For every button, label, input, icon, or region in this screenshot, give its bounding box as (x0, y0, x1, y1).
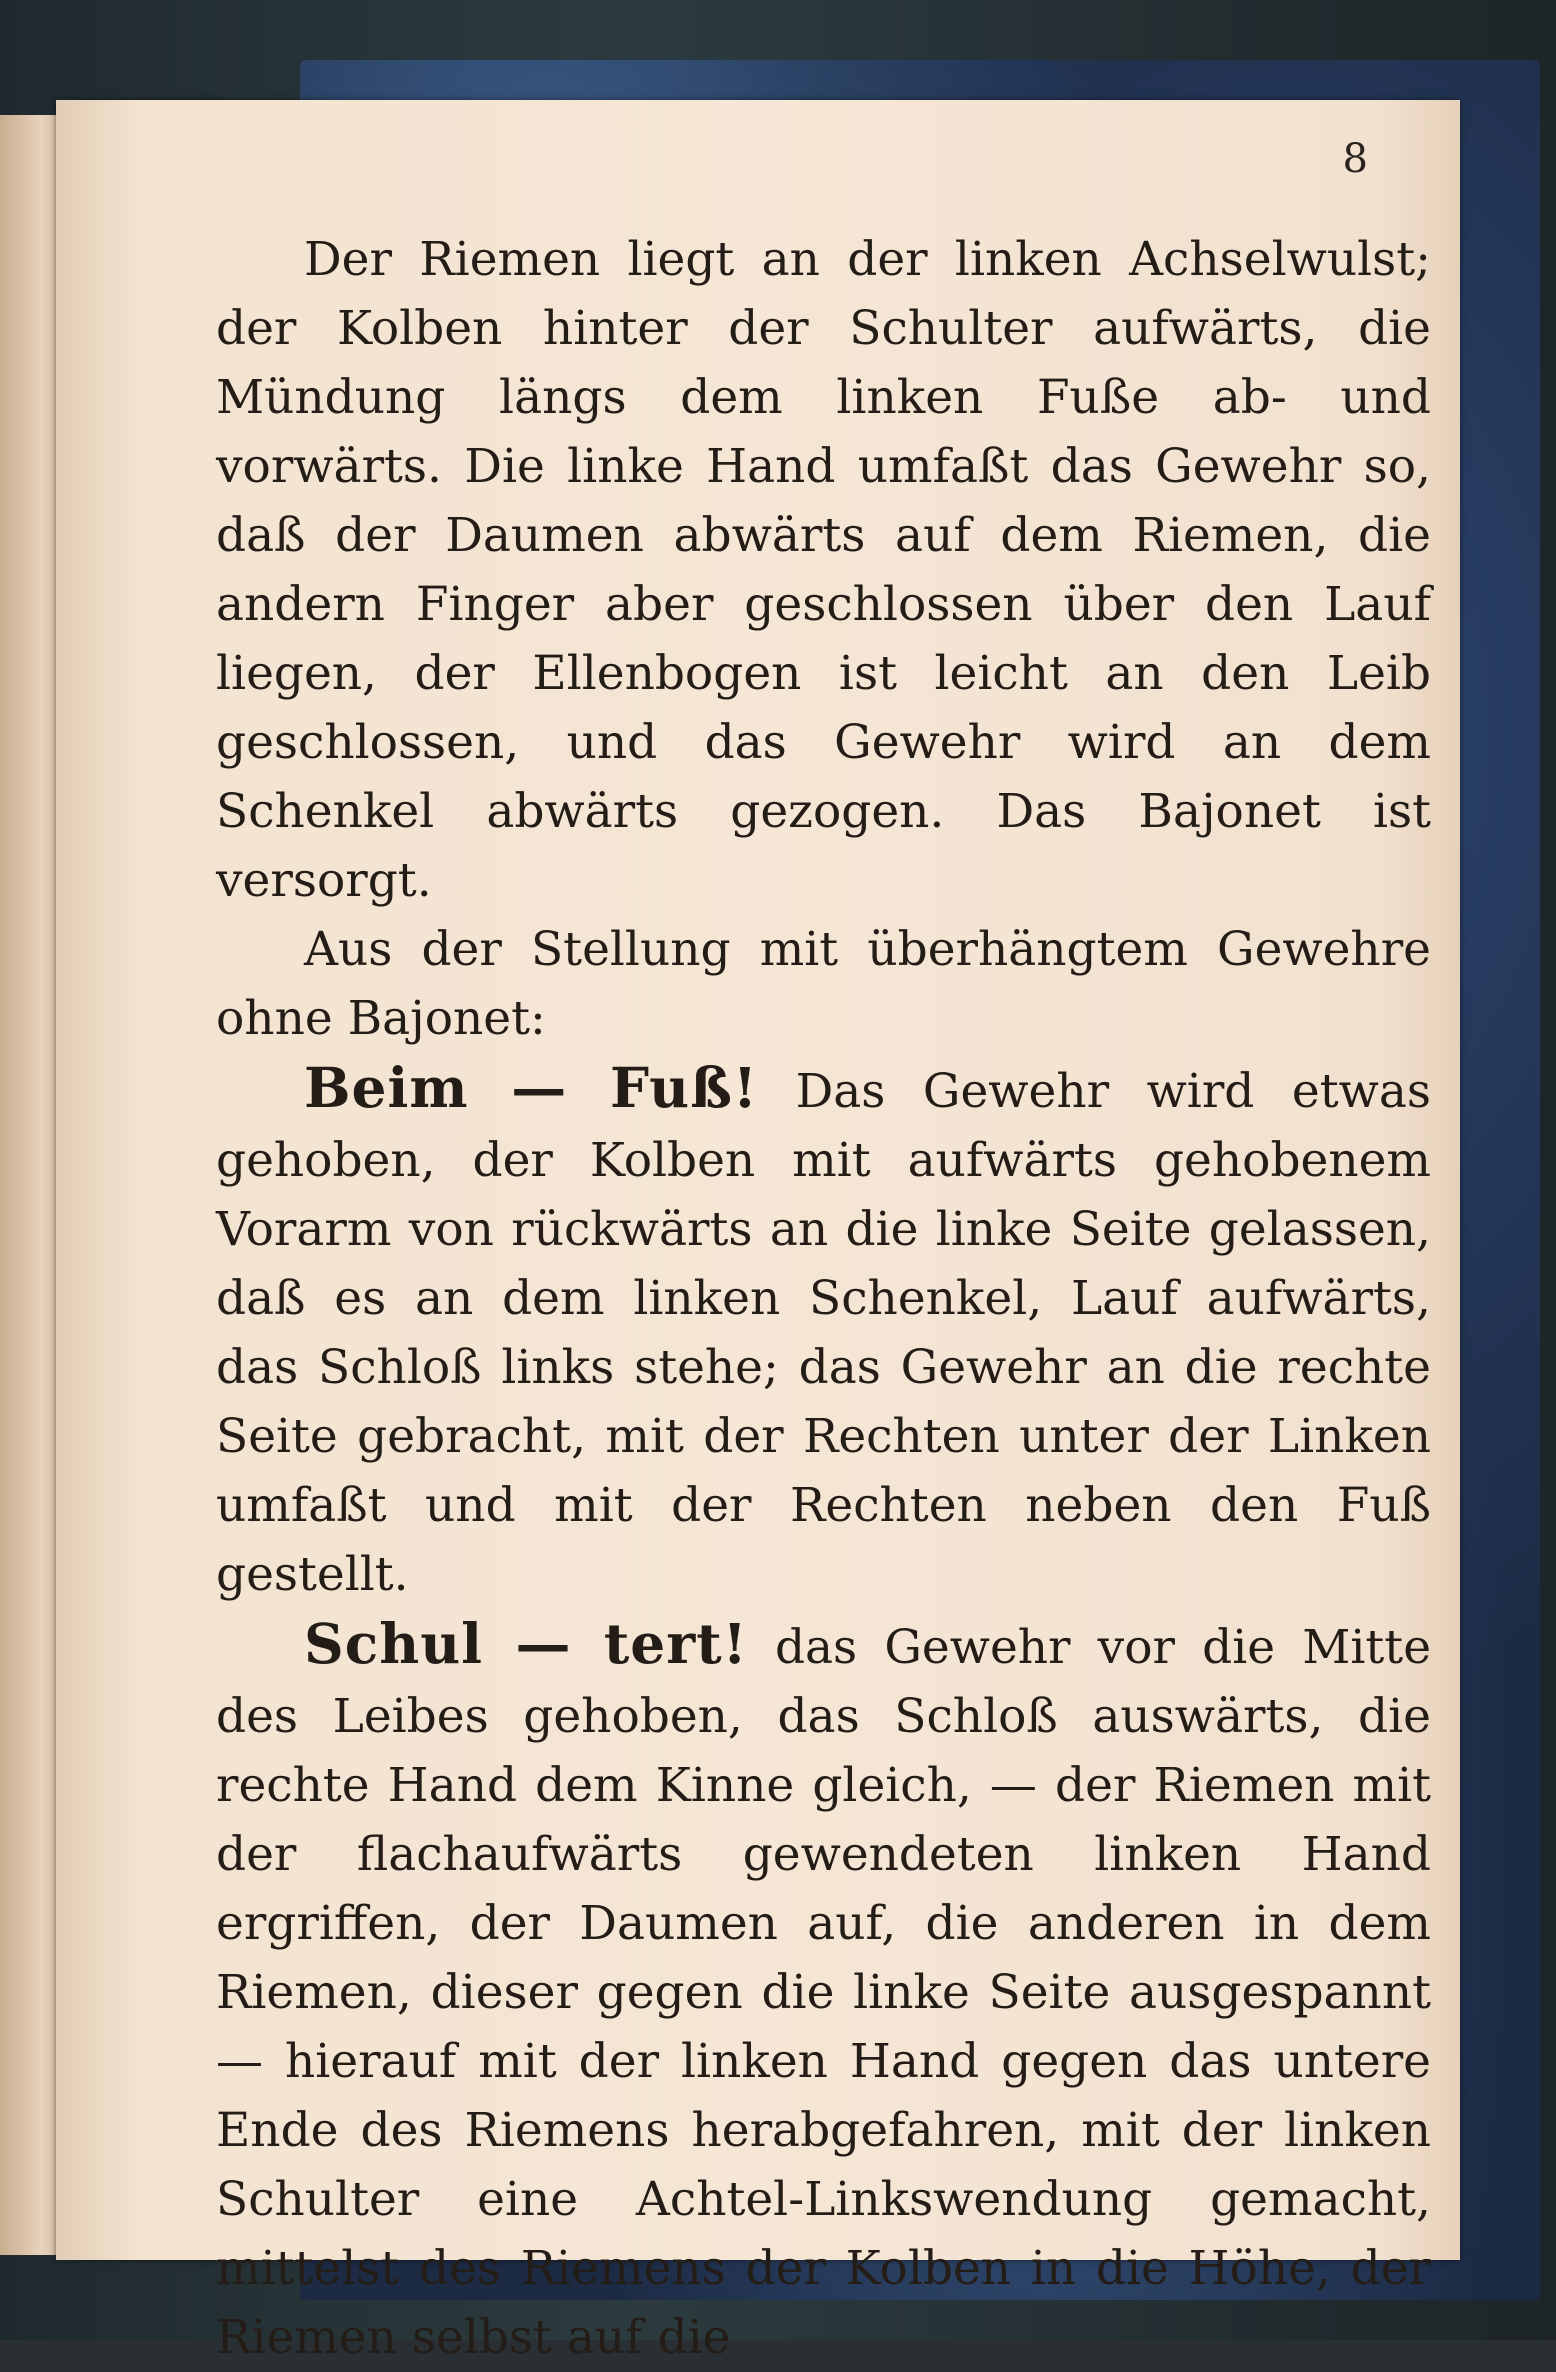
command-beim-fuss (216, 1053, 1431, 1609)
left-page-edge (0, 115, 60, 2255)
book-page (56, 100, 1460, 2365)
command-schultert (216, 1609, 1431, 2372)
command-label: Beim — Fuß! (304, 1055, 759, 1120)
paragraph-stellung: Aus der Stellung mit überhängtem Gewehre ohne Bajonet: (216, 922, 1431, 1046)
command-text: das Gewehr vor die Mitte des Leibes gehoben, das Schloß auswärts, die rechte Hand dem Kinne gleich, — der Riemen mit der flachaufwärts gewendeten linken Hand ergriffen, der Daumen auf, die anderen in dem Riemen, dieser gegen die linke Seite ausgespannt — hierauf mit der linken Hand gegen das untere Ende des Riemens herabgefahren, mit der linken Schulter eine Achtel-Linkswendung gemacht, mittelst des Riemens der Kolben in die Höhe, der Riemen selbst auf die (216, 1620, 1432, 2365)
page-number: 8 (1342, 136, 1368, 182)
page-text (216, 225, 1431, 2372)
paragraph-riemen: Der Riemen liegt an der linken Achselwulst; der Kolben hinter der Schulter aufwärts, die Mündung längs dem linken Fuße ab- und vorwärts. Die linke Hand umfaßt das Gewehr so, daß der Daumen abwärts auf dem Riemen, die andern Finger aber geschlossen über den Lauf liegen, der Ellenbogen ist leicht an den Leib geschlossen, und das Gewehr wird an dem Schenkel abwärts gezogen. Das Bajonet ist versorgt. (216, 232, 1431, 908)
command-label: Schul — tert! (304, 1611, 748, 1676)
command-text: Das Gewehr wird etwas gehoben, der Kolben mit aufwärts gehobenem Vorarm von rückwärts an die linke Seite gelassen, daß es an dem linken Schenkel, Lauf aufwärts, das Schloß links stehe; das Gewehr an die rechte Seite gebracht, mit der Rechten unter der Linken umfaßt und mit der Rechten neben den Fuß gestellt. (216, 1064, 1431, 1602)
